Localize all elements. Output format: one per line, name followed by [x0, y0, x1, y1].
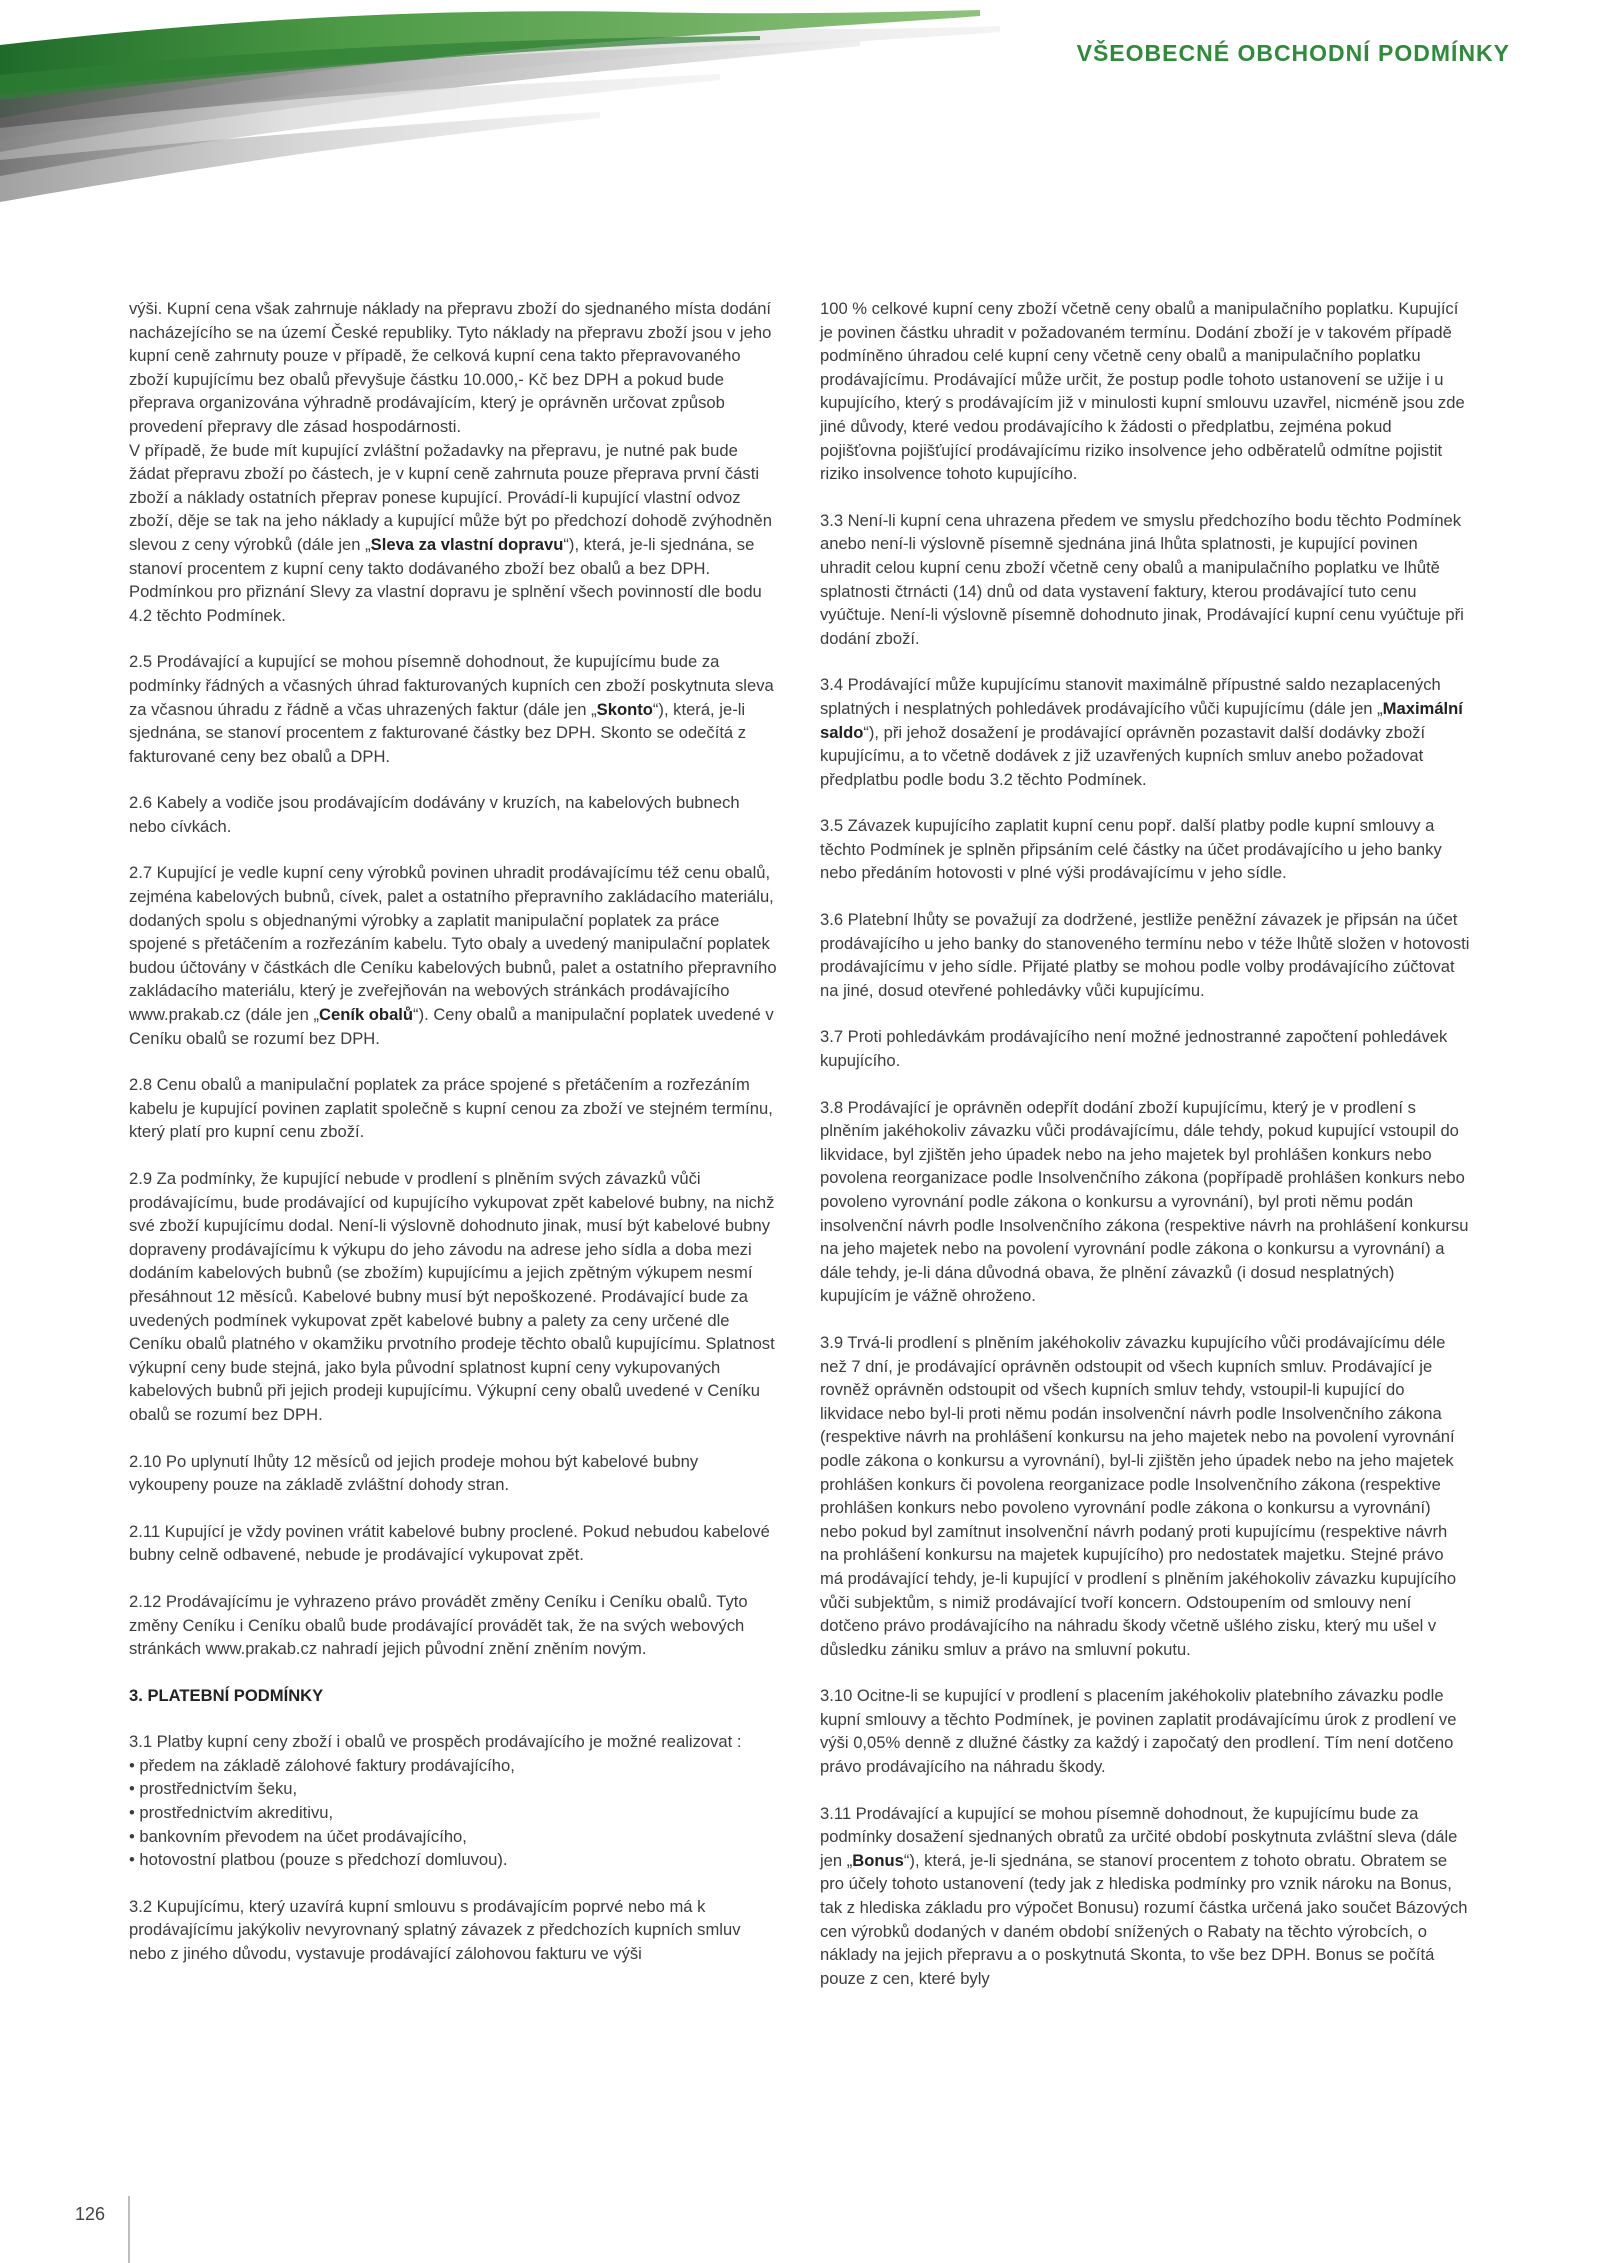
section-2-9: 2.9 Za podmínky, že kupující nebude v prodlení s plněním svých závazků vůči prodávajícímu, bude prodávající od kupujícího vykupovat zpět kabelové bubny, na nichž své zboží kupujícímu dodal. Není-li výslovně dohodnuto jinak, musí být kabelové bubny dopraveny prodávajícímu k výkupu do jeho závodu na adrese jeho sídla a doba mezi dodáním kabelových bubnů (se zbožím) kupujícímu a jejich zpětným výkupem nesmí přesáhnout 12 měsíců. Kabelové bubny musí být nepoškozené. Prodávající bude za uvedených podmínek vykupovat zpět kabelové bubny a palety za ceny určené dle Ceníku obalů platného v okamžiku prvotního prodeje těchto obalů kupujícímu. Splatnost výkupní ceny bude stejná, jako byla původní splatnost kupní ceny vykupovaných kabelových bubnů při jejich prodeji kupujícímu. Výkupní ceny obalů uvedené v Ceníku obalů se rozumí bez DPH.	[129, 1169, 775, 1424]
term-bonus: Bonus	[852, 1850, 904, 1870]
section-3-5: 3.5 Závazek kupujícího zaplatit kupní cenu popř. další platby podle kupní smlouvy a těchto Podmínek je splněn připsáním celé částky na účet prodávajícího u jeho banky nebo předáním hotovosti v plné výši prodávajícímu v jeho sídle.	[820, 816, 1442, 883]
list-item: • prostřednictvím šeku,	[129, 1777, 779, 1801]
section-3-8: 3.8 Prodávající je oprávněn odepřít dodání zboží kupujícímu, který je v prodlení s plněním jakéhokoliv závazku vůči prodávajícímu, dále tehdy, pokud kupující vstoupil do likvidace, byl zjištěn jeho úpadek nebo na jeho majetek byl prohlášen konkurs nebo povolena reorganizace podle Insolvenčního zákona (popřípadě prohlášen konkurs nebo povoleno vyrovnání podle zákona o konkursu a vyrovnání), byl proti němu podán insolvenční návrh podle Insolvenčního zákona (respektive návrh na prohlášení konkursu na jeho majetek nebo na povolení vyrovnání podle zákona o konkursu a vyrovnání) a dále tehdy, je-li dána důvodná obava, že plnění závazků (i dosud nesplatných) kupujícím je vážně ohroženo.	[820, 1097, 1469, 1306]
page-header-title: VŠEOBECNÉ OBCHODNÍ PODMÍNKY	[1076, 40, 1510, 66]
term-cenik-obalu: Ceník obalů	[319, 1005, 414, 1025]
section-3-7: 3.7 Proti pohledávkám prodávajícího není možné jednostranné započtení pohledávek kupujícího.	[820, 1027, 1448, 1071]
term-sleva-za-vlastni-dopravu: Sleva za vlastní dopravu	[370, 534, 564, 554]
section-2-7: 2.7 Kupující je vedle kupní ceny výrobků povinen uhradit prodávajícímu též cenu obalů, zejména kabelových bubnů, cívek, palet a ostatního přepravního zakládacího materiálu, dodaných spolu s objednanými výrobky a zaplatit manipulační poplatek za práce spojené s přetáčením a rozřezáním kabelu. Tyto obaly a uvedený manipulační poplatek budou účtovány v částkách dle Ceníku kabelových bubnů, palet a ostatního přepravního zakládacího materiálu, který je zveřejňován na webových stránkách prodávajícího www.prakab.cz (dále jen „Ceník obalů“). Ceny obalů a manipulační poplatek uvedené v Ceníku obalů se rozumí bez DPH.	[129, 863, 777, 1048]
section-3-11: 3.11 Prodávající a kupující se mohou písemně dohodnout, že kupujícímu bude za podmínky dosažení sjednaných obratů za určité období poskytnuta zvláštní sleva (dále jen „Bonus“), která, je-li sjednána, se stanoví procentem z tohoto obratu. Obratem se pro účely tohoto ustanovení (tedy jak z hlediska podmínky pro vznik nároku na Bonus, tak z hlediska základu pro výpočet Bonusu) rozumí částka určená jako součet Bázových cen výrobků dodaných v daném období snížených o Rabaty na těchto výrobcích, o náklady na jejich přepravu a o poskytnutá Skonta, to vše bez DPH. Bonus se počítá pouze z cen, které byly	[820, 1803, 1468, 1988]
list-item: • prostřednictvím akreditivu,	[129, 1801, 779, 1825]
section-2-12: 2.12 Prodávajícímu je vyhrazeno právo provádět změny Ceníku i Ceníku obalů. Tyto změny Ceníku i Ceníku obalů bude prodávající provádět tak, že na svých webových stránkách www.prakab.cz nahradí jejich původní znění zněním novým.	[129, 1591, 748, 1659]
section-3-1: 3.1 Platby kupní ceny zboží i obalů ve prospěch prodávajícího je možné realizovat :	[129, 1732, 742, 1752]
paragraph-transport-costs: výši. Kupní cena však zahrnuje náklady na přepravu zboží do sjednaného místa dodání nacházejícího se na území České republiky. Tyto náklady na přepravu zboží jsou v jeho kupní ceně zahrnuty pouze v případě, že celková kupní cena takto přepravovaného zboží kupujícímu bez obalů převyšuje částku 10.000,- Kč bez DPH a pokud bude přeprava organizována výhradně prodávajícím, který je oprávněn určovat způsob provedení přepravy dle zásad hospodárnosti.	[129, 299, 772, 436]
header-banner	[0, 0, 1600, 240]
left-column	[129, 297, 779, 1989]
paragraph-special-transport: V případě, že bude mít kupující zvláštní požadavky na přepravu, je nutné pak bude žádat přepravu zboží po částech, je v kupní ceně zahrnuta pouze přeprava první části zboží a náklady ostatních přeprav ponese kupující. Provádí-li kupující vlastní odvoz zboží, děje se tak na jeho náklady a kupující může být po předchozí dohodě zvýhodněn slevou z ceny výrobků (dále jen „Sleva za vlastní dopravu“), která, je-li sjednána, se stanoví procentem z kupní ceny takto dodávaného zboží bez obalů a bez DPH. Podmínkou pro přiznání Slevy za vlastní dopravu je splnění všech povinností dle bodu 4.2 těchto Podmínek.	[129, 440, 772, 625]
page-number: 126	[75, 2204, 106, 2224]
paragraph-prepayment: 100 % celkové kupní ceny zboží včetně ceny obalů a manipulačního poplatku. Kupující je povinen částku uhradit v požadovaném termínu. Dodání zboží je v takovém případě podmíněno úhradou celé kupní ceny včetně ceny obalů a manipulačního poplatku prodávajícímu. Prodávající může určit, že postup podle tohoto ustanovení se užije i u kupujícího, který s prodávajícím již v minulosti kupní smlouvu uzavřel, nicméně jsou zde jiné důvody, které vedou prodávajícího k žádosti o předplatbu, zejména pokud pojišťovna pojišťující prodávajícímu riziko insolvence jeho odběratelů odmítne pojistit riziko insolvence tohoto kupujícího.	[820, 299, 1465, 484]
term-maximalni-saldo: Maximální saldo	[820, 698, 1463, 742]
section-2-8: 2.8 Cenu obalů a manipulační poplatek za práce spojené s přetáčením a rozřezáním kabelu je kupující povinen zaplatit společně s kupní cenou za zboží ve stejném termínu, který platí pro kupní cenu zboží.	[129, 1075, 773, 1142]
term-skonto: Skonto	[596, 699, 653, 719]
section-3-3: 3.3 Není-li kupní cena uhrazena předem ve smyslu předchozího bodu těchto Podmínek anebo není-li výslovně písemně sjednána jiná lhůta splatnosti, je kupující povinen uhradit celou kupní cenu zboží včetně ceny obalů a manipulačního poplatku ve lhůtě splatnosti čtrnácti (14) dnů od data vystavení faktury, kterou prodávající tuto cenu vyúčtuje. Není-li výslovně písemně dohodnuto jinak, Prodávající kupní cenu vyúčtuje při dodání zboží.	[820, 510, 1464, 648]
footer-divider	[128, 2196, 130, 2263]
section-2-5: 2.5 Prodávající a kupující se mohou písemně dohodnout, že kupujícímu bude za podmínky řádných a včasných úhrad fakturovaných kupních cen zboží poskytnuta sleva za včasnou úhradu z řádně a včas uhrazených faktur (dále jen „Skonto“), která, je-li sjednána, se stanoví procentem z fakturované částky bez DPH. Skonto se odečítá z fakturované ceny bez obalů a DPH.	[129, 652, 774, 766]
payment-methods-list	[129, 1754, 779, 1872]
section-2-6: 2.6 Kabely a vodiče jsou prodávajícím dodávány v kruzích, na kabelových bubnech nebo cívkách.	[129, 793, 740, 836]
section-3-10: 3.10 Ocitne-li se kupující v prodlení s placením jakéhokoliv platebního závazku podle kupní smlouvy a těchto Podmínek, je povinen zaplatit prodávajícímu úrok z prodlení ve výši 0,05% denně z dlužné částky za každý i započatý den prodlení. Tím není dotčeno právo prodávajícího na náhradu škody.	[820, 1686, 1457, 1777]
section-3-2: 3.2 Kupujícímu, který uzavírá kupní smlouvu s prodávajícím poprvé nebo má k prodávajícímu jakýkoliv nevyrovnaný splatný závazek z předchozích kupních smluv nebo z jiného důvodu, vystavuje prodávající zálohovou fakturu ve výši	[129, 1896, 741, 1964]
list-item: • bankovním převodem na účet prodávajícího,	[129, 1825, 779, 1849]
list-item: • hotovostní platbou (pouze s předchozí domluvou).	[129, 1848, 779, 1872]
section-3-6: 3.6 Platební lhůty se považují za dodržené, jestliže peněžní závazek je připsán na účet prodávajícího u jeho banky do stanoveného termínu nebo v téže lhůtě složen v hotovosti prodávajícímu v jeho sídle. Přijaté platby se mohou podle volby prodávajícího zúčtovat na jiné, dosud otevřené pohledávky vůči kupujícímu.	[820, 910, 1470, 1000]
list-item: • předem na základě zálohové faktury prodávajícího,	[129, 1754, 779, 1778]
section-3-9: 3.9 Trvá-li prodlení s plněním jakéhokoliv závazku kupujícího vůči prodávajícímu déle než 7 dní, je prodávající oprávněn odstoupit od všech kupních smluv. Prodávající je rovněž oprávněn odstoupit od všech kupních smluv tehdy, vstoupil-li kupující do likvidace nebo byl-li proti němu podán insolvenční návrh podle Insolvenčního zákona (respektive návrh na prohlášení konkursu na jeho majetek nebo na povolení vyrovnání podle zákona o konkursu a vyrovnání), byl-li zjištěn jeho úpadek nebo na jeho majetek prohlášen konkurs či povolena reorganizace podle Insolvenčního zákona (respektive prohlášen konkurs nebo povoleno vyrovnání podle zákona o konkursu a vyrovnání) nebo pokud byl zamítnut insolvenční návrh podaný proti kupujícímu (respektive návrh na prohlášení konkursu na majetek kupujícího) pro nedostatek majetku. Stejné právo má prodávající tehdy, je-li kupující v prodlení s plněním jakéhokoliv závazku kupujícího vůči subjektům, s nimiž prodávající tvoří koncern. Odstoupením od smlouvy není dotčeno právo prodávajícího na náhradu škody včetně ušlého zisku, který mu ušel v důsledku zániku smluv a právo na smluvní pokutu.	[820, 1332, 1457, 1659]
section-heading-payment-terms: 3. PLATEBNÍ PODMÍNKY	[129, 1685, 324, 1705]
right-column	[820, 297, 1470, 2013]
section-3-4: 3.4 Prodávající může kupujícímu stanovit maximálně přípustné saldo nezaplacených splatných i nesplatných pohledávek prodávajícího vůči kupujícímu (dále jen „Maximální saldo“), při jehož dosažení je prodávající oprávněn pozastavit další dodávky zboží kupujícímu, a to včetně dodávek z již uzavřených kupních smluv anebo požadovat předplatbu podle bodu 3.2 těchto Podmínek.	[820, 675, 1463, 789]
section-2-11: 2.11 Kupující je vždy povinen vrátit kabelové bubny proclené. Pokud nebudou kabelové bubny celně odbavené, nebude je prodávající vykupovat zpět.	[129, 1521, 770, 1565]
section-2-10: 2.10 Po uplynutí lhůty 12 měsíců od jejich prodeje mohou být kabelové bubny vykoupeny pouze na základě zvláštní dohody stran.	[129, 1451, 699, 1495]
